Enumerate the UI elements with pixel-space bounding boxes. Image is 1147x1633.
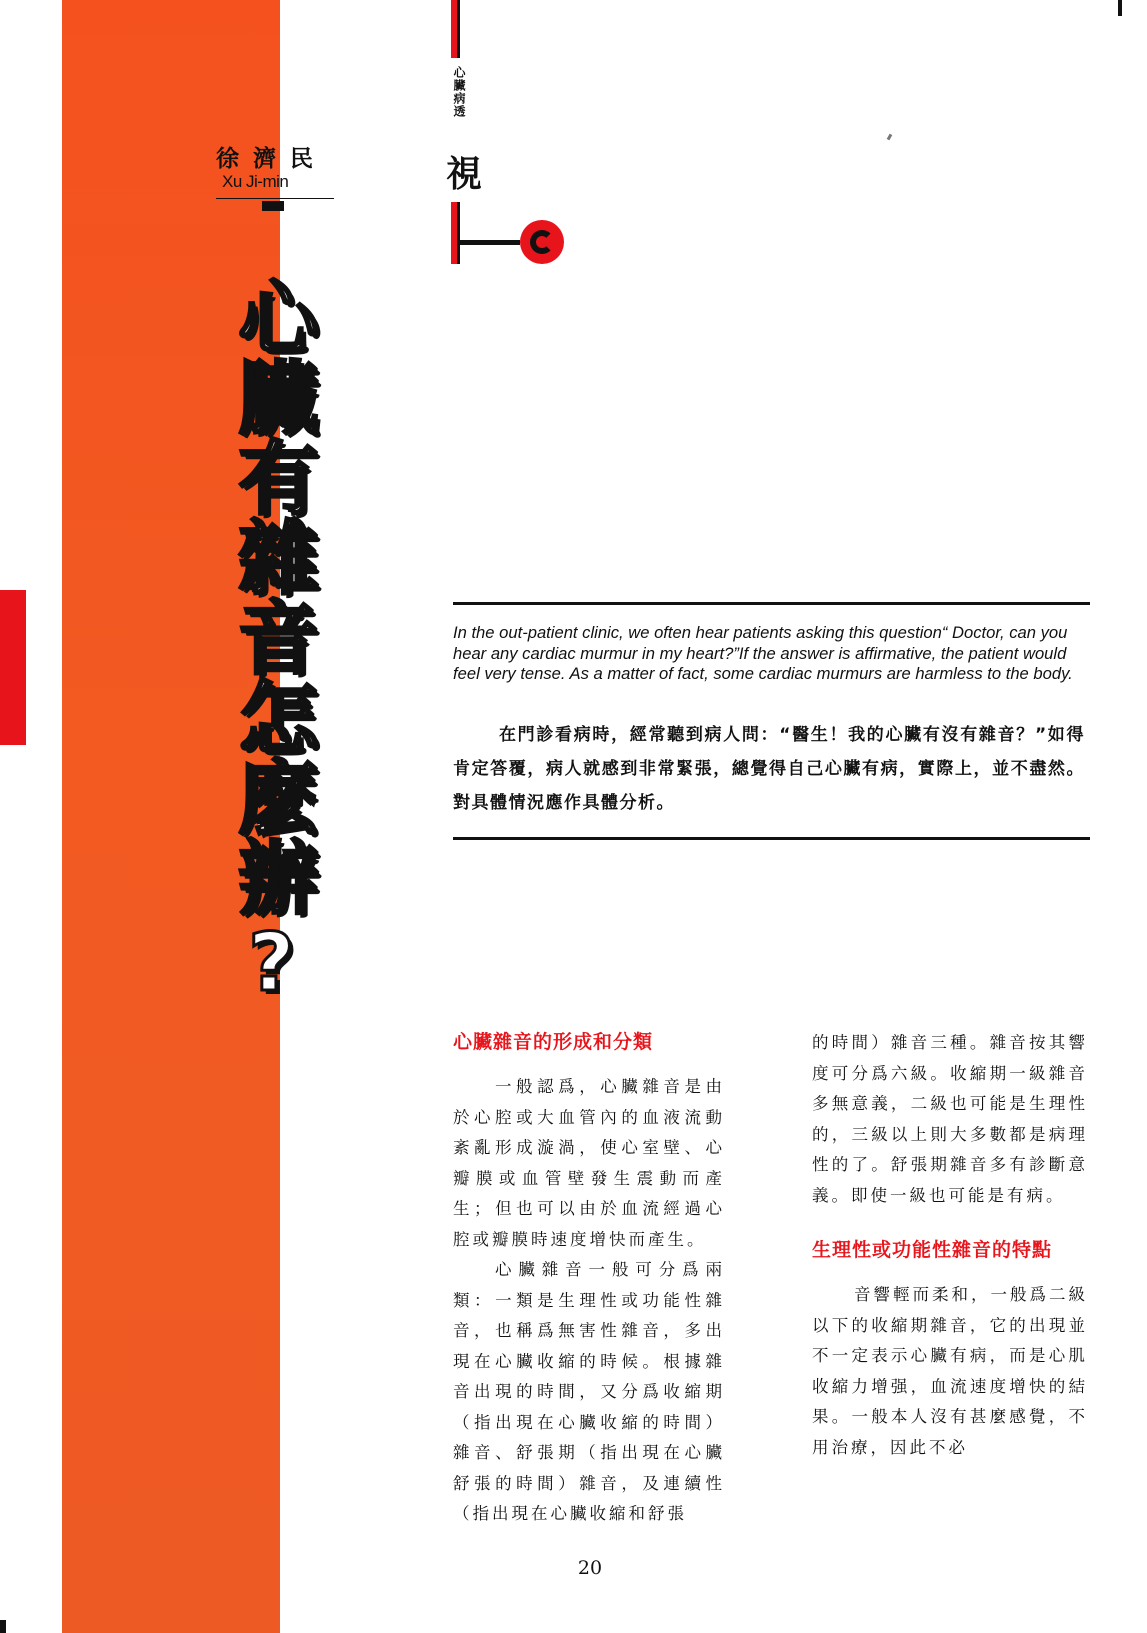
section1-paragraph-2: 心臟雜音一般可分爲兩類：一類是生理性或功能性雜音，也稱爲無害性雜音，多出現在心臟收縮的時候。根據雜音出現的時間，又分爲收縮期（指出現在心臟收縮的時間）雜音、舒張期（指出現在心臟舒張的時間）雜音，及連續性（指出現在心臟收縮和舒張 xyxy=(453,1260,725,1523)
abstract-chinese: 在門診看病時，經常聽到病人問：“醫生！我的心臟有沒有雜音？”如得肯定答覆，病人就感到非常緊張，總覺得自己心臟有病，實際上，並不盡然。對具體情況應作具體分析。 xyxy=(453,725,1085,813)
author-name-chinese: 徐濟民 xyxy=(216,146,327,172)
section2-paragraph-1: 音響輕而柔和，一般爲二級以下的收縮期雜音，它的出現並不一定表示心臟有病，而是心肌收縮力增强，血流速度增快的結果。一般本人沒有甚麼感覺，不用治療，因此不必 xyxy=(812,1285,1088,1457)
section1-paragraph-3: 的時間）雜音三種。雜音按其響度可分爲六級。收縮期一級雜音多無意義，二級也可能是生理性的，三級以上則大多數都是病理性的了。舒張期雜音多有診斷意義。即使一級也可能是有病。 xyxy=(812,1033,1088,1205)
author-divider-block xyxy=(262,201,284,211)
section1-paragraph-1: 一般認爲，心臟雜音是由於心腔或大血管內的血液流動紊亂形成漩渦，使心室壁、心瓣膜或血管壁發生震動而產生；但也可以由於血流經過心腔或瓣膜時速度增快而產生。 xyxy=(453,1077,725,1249)
logo-black-bar-top xyxy=(457,0,460,58)
author-divider xyxy=(216,198,334,199)
column-logo-text: 心臟病透 xyxy=(452,66,466,118)
section-heading-physiological: 生理性或功能性雜音的特點 xyxy=(812,1239,1053,1261)
body-column-left xyxy=(453,1027,725,1530)
page-number: 20 xyxy=(577,1557,603,1579)
red-edge-marker xyxy=(0,590,26,745)
body-column-right xyxy=(812,1028,1088,1463)
abstract-bottom-rule xyxy=(453,837,1090,840)
abstract-top-rule xyxy=(453,602,1090,605)
speck xyxy=(887,134,893,141)
corner-mark xyxy=(1118,0,1122,16)
article-title: 心臟有雜音怎麽辦? xyxy=(225,275,318,1009)
section-heading-formation: 心臟雜音的形成和分類 xyxy=(453,1031,654,1053)
logo-black-bar-bottom xyxy=(457,202,460,264)
abstract-english: In the out-patient clinic, we often hear patients asking this question“ Doctor, can you hear any cardiac murmur in my heart?”If the answer is affirmative, the patient would feel very tense. As a matter of fact, some cardiac murmurs are harmless to the body. xyxy=(453,623,1073,683)
author-name-english: Xu Ji-min xyxy=(222,172,289,191)
bottom-mark xyxy=(0,1620,6,1633)
logo-h-crossbar xyxy=(460,240,520,245)
logo-c-ring xyxy=(530,230,554,254)
column-logo-big-char: 視 xyxy=(446,153,483,195)
